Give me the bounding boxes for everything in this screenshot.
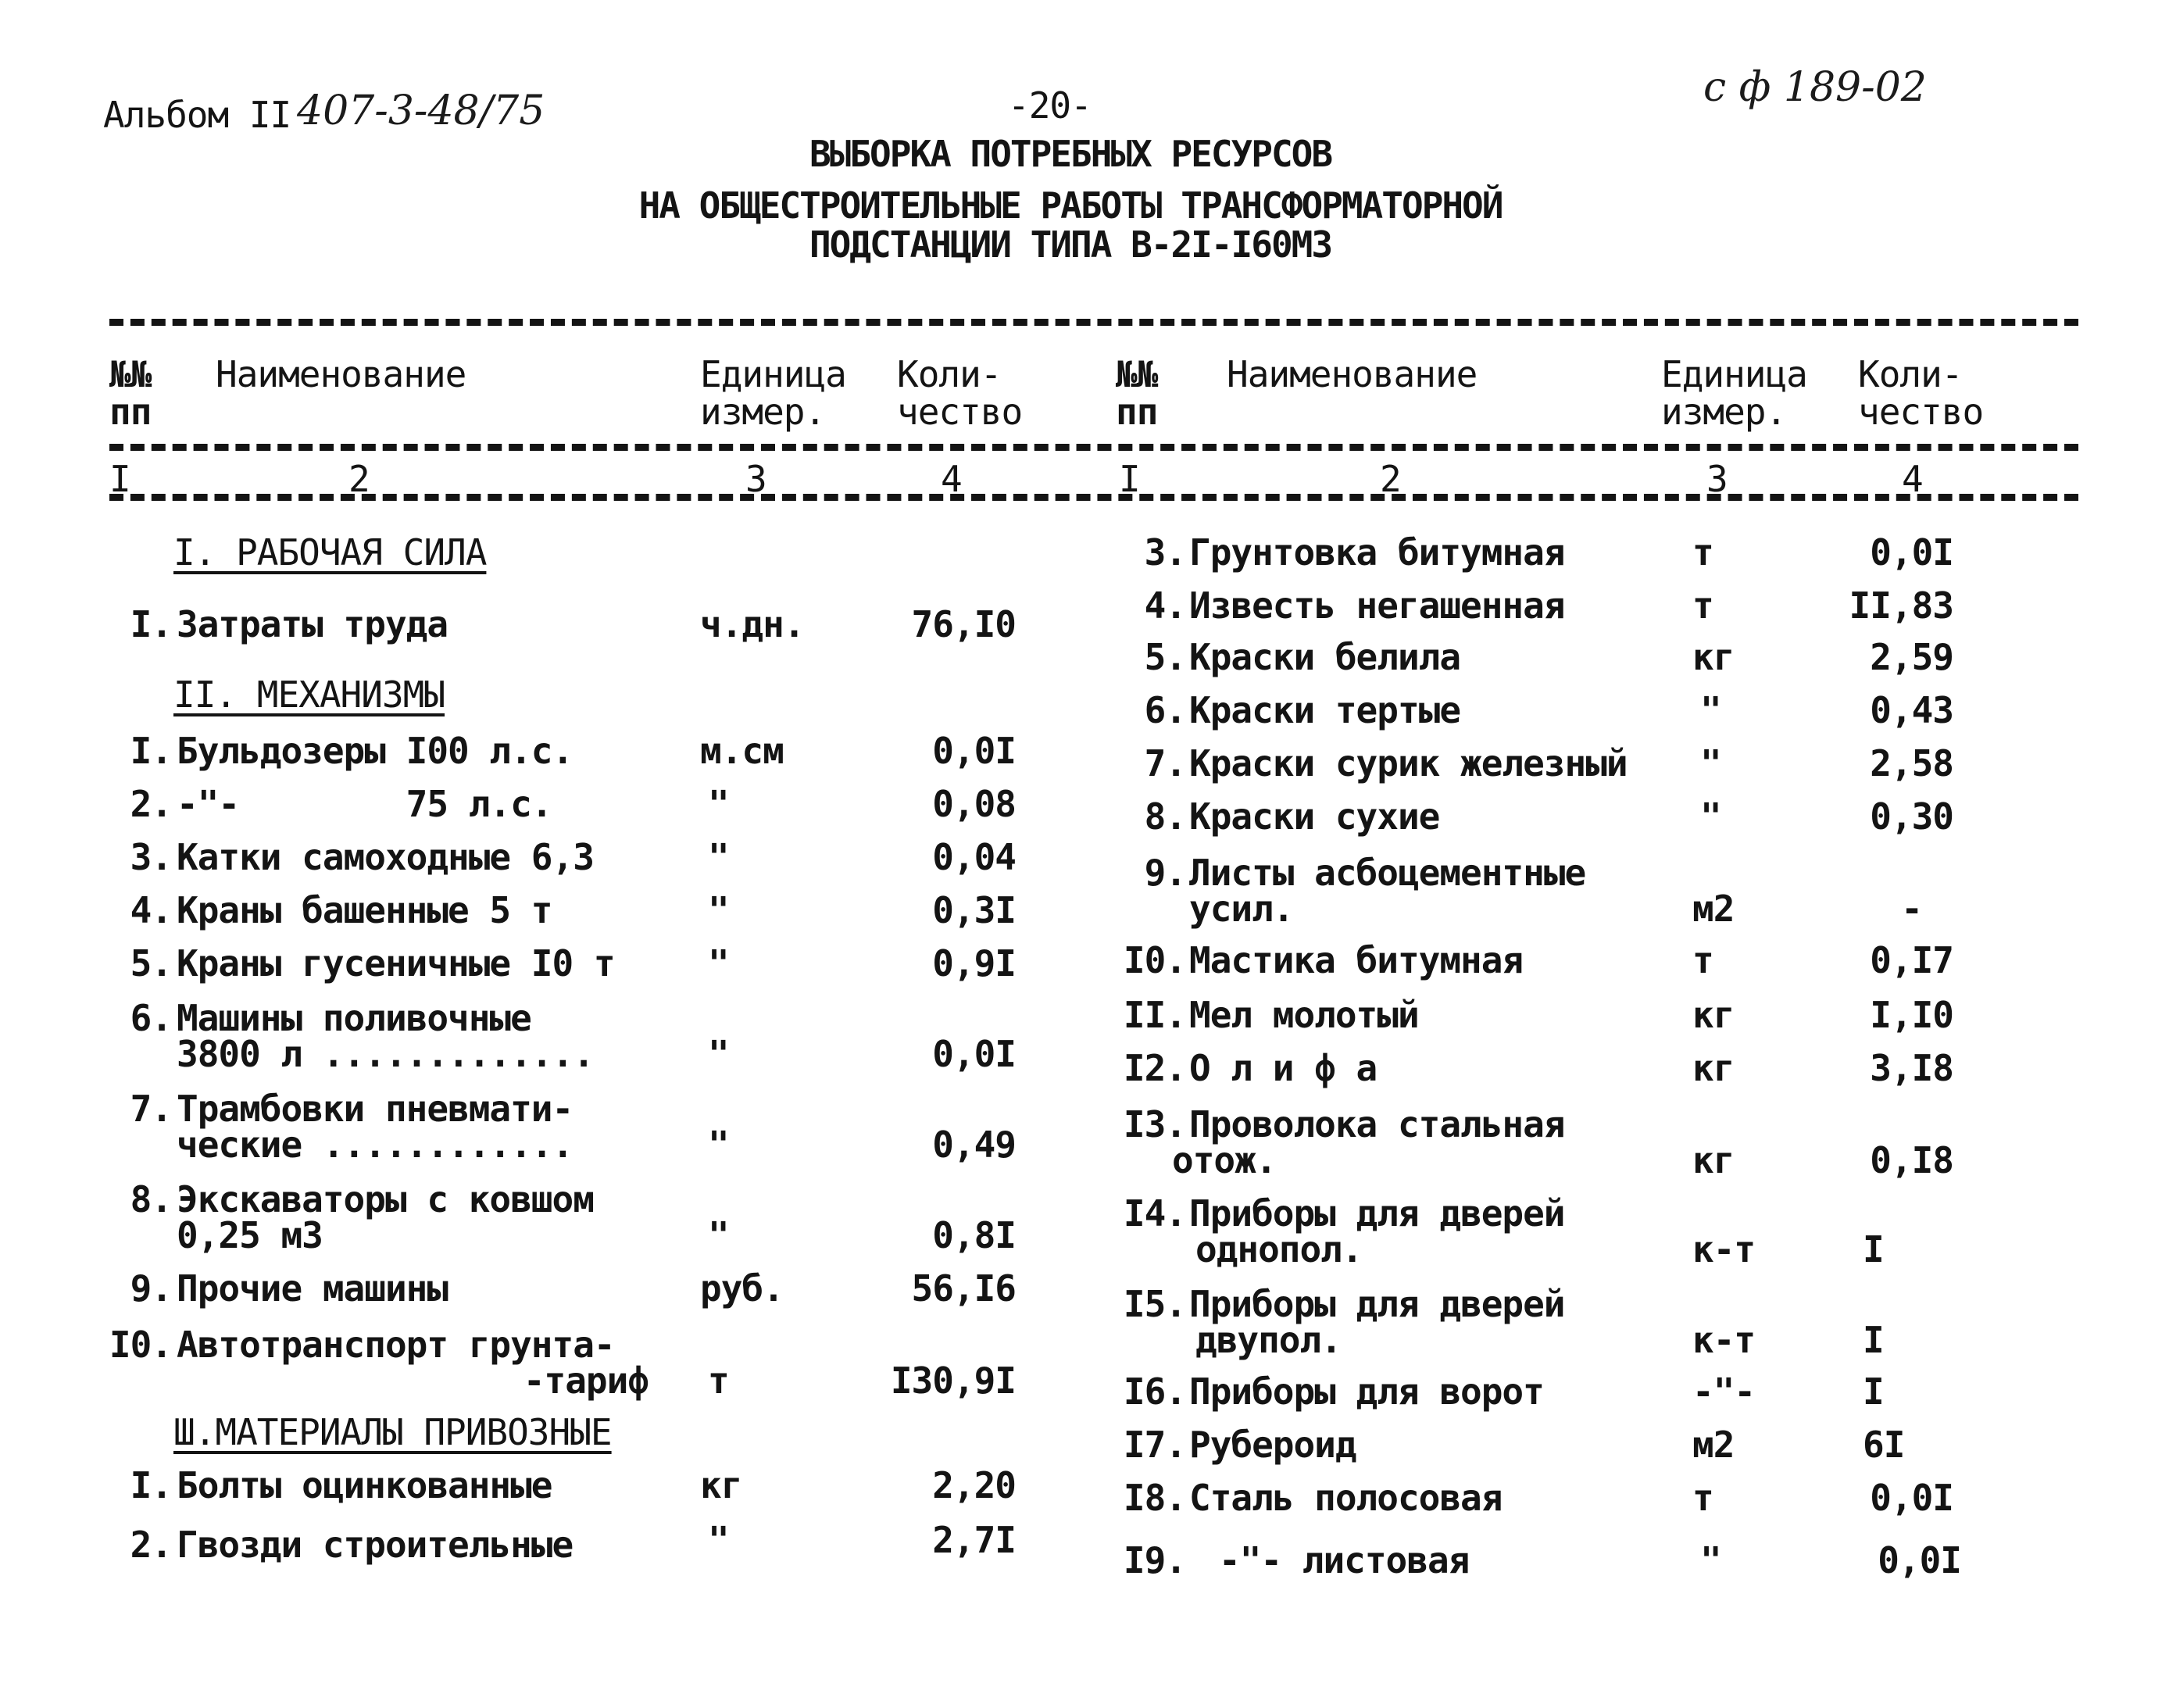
right-row-num: I0. [1123, 939, 1186, 981]
right-row-qty: 6I [1863, 1424, 1905, 1466]
right-row-unit: " [1700, 1539, 1721, 1581]
left-row-name: Трамбовки пневмати- [177, 1088, 574, 1130]
right-row-qty: 2,58 [1870, 742, 1953, 784]
left-row-name-cont: ческие ............ [177, 1124, 574, 1166]
right-row-name: Проволока стальная [1189, 1103, 1565, 1145]
left-row-name: Краны гусеничные I0 т [177, 942, 615, 984]
left-row-unit: кг [700, 1464, 742, 1506]
right-col-unit-head: Единица [1661, 353, 1807, 395]
right-row-qty: I,I0 [1870, 994, 1953, 1036]
left-row-unit: м.см [700, 730, 784, 772]
right-row-num: 3. [1144, 531, 1186, 574]
right-row-num: 5. [1144, 636, 1186, 678]
right-index-4: 4 [1902, 458, 1923, 500]
left-row-name: Затраты труда [177, 603, 448, 645]
right-row-num: I6. [1123, 1370, 1186, 1413]
right-row-qty: 0,43 [1870, 689, 1953, 731]
right-row-unit: м2 [1692, 1424, 1735, 1466]
right-row-unit: " [1700, 795, 1721, 838]
right-row-unit: -"- [1692, 1370, 1756, 1413]
table-index-rule [109, 494, 2078, 501]
left-row-name: Бульдозеры I00 л.с. [177, 730, 574, 772]
right-row-num: I5. [1123, 1283, 1186, 1325]
left-row-name: Прочие машины [177, 1267, 448, 1310]
table-top-rule [109, 319, 2078, 326]
left-row-name: Катки самоходные 6,3 [177, 836, 594, 878]
right-row-name: Грунтовка битумная [1189, 531, 1565, 574]
right-row-name: Краски сурик железный [1189, 742, 1628, 784]
right-row-qty: 0,I8 [1870, 1139, 1953, 1181]
left-col-unit-head-2: измер. [700, 391, 826, 433]
left-row-qty: 2,7I [932, 1519, 1016, 1561]
left-index-3: 3 [745, 458, 766, 500]
left-row-name-cont: 3800 л ............. [177, 1033, 594, 1075]
right-row-name: -"- листовая [1219, 1539, 1470, 1581]
left-row-num: 7. [130, 1088, 172, 1130]
right-index-1: I [1119, 458, 1140, 500]
right-row-name: Сталь полосовая [1189, 1477, 1503, 1519]
right-row-qty: - [1901, 888, 1922, 930]
left-row-qty: I30,9I [890, 1360, 1016, 1402]
right-row-name: Приборы для дверей [1189, 1192, 1565, 1235]
right-row-num: I3. [1123, 1103, 1186, 1145]
right-row-qty: II,83 [1849, 584, 1953, 627]
left-row-unit: " [708, 783, 729, 825]
right-row-num: 7. [1144, 742, 1186, 784]
right-row-num: 9. [1144, 852, 1186, 894]
right-row-qty: I [1863, 1370, 1884, 1413]
section-labor: I. РАБОЧАЯ СИЛА [173, 531, 487, 574]
left-col-qty-head: Коли- [897, 353, 1002, 395]
right-row-unit: т [1692, 1477, 1713, 1519]
left-row-qty: 0,0I [932, 1033, 1016, 1075]
left-row-num: 6. [130, 997, 172, 1039]
right-row-name: Краски сухие [1189, 795, 1440, 838]
left-row-name: Гвозди строительные [177, 1524, 574, 1566]
left-row-num: 4. [130, 889, 172, 931]
document-code: с ф 189-02 [1703, 64, 1927, 111]
left-row-num: 3. [130, 836, 172, 878]
page-number: -20- [1008, 84, 1092, 127]
right-index-2: 2 [1380, 458, 1401, 500]
right-row-name-cont: двупол. [1195, 1319, 1342, 1361]
right-row-num: I2. [1123, 1047, 1186, 1089]
left-row-name: Болты оцинкованные [177, 1464, 552, 1506]
right-row-unit: т [1692, 584, 1713, 627]
right-row-name: Краски тертые [1189, 689, 1461, 731]
right-col-unit-head-2: измер. [1661, 391, 1787, 433]
right-col-num-head-2: пп [1116, 391, 1158, 433]
left-row-qty: 0,9I [932, 942, 1016, 984]
left-index-1: I [109, 458, 130, 500]
right-row-qty: 2,59 [1870, 636, 1953, 678]
right-row-unit: м2 [1692, 888, 1735, 930]
left-row-qty: 0,49 [932, 1124, 1016, 1166]
right-row-unit: к-т [1692, 1319, 1756, 1361]
left-row-unit: " [708, 1033, 729, 1075]
left-row-qty: 0,3I [932, 889, 1016, 931]
right-row-num: I4. [1123, 1192, 1186, 1235]
right-col-name-head: Наименование [1227, 353, 1478, 395]
right-row-qty: I [1863, 1319, 1884, 1361]
right-row-name: Приборы для дверей [1189, 1283, 1565, 1325]
right-row-qty: 3,I8 [1870, 1047, 1953, 1089]
right-row-unit: " [1700, 742, 1721, 784]
right-row-name: О л и ф а [1189, 1047, 1378, 1089]
right-row-qty: 0,0I [1878, 1539, 1961, 1581]
left-row-qty: 0,08 [932, 783, 1016, 825]
left-row-num: 9. [130, 1267, 172, 1310]
left-row-qty: 0,04 [932, 836, 1016, 878]
left-row-num: I0. [109, 1324, 172, 1366]
left-row-num: 2. [130, 783, 172, 825]
left-row-num: I. [130, 1464, 172, 1506]
title-line-3: ПОДСТАНЦИИ ТИПА В-2I-I60МЗ [809, 223, 1332, 266]
left-row-unit: " [708, 1214, 729, 1256]
album-label: Альбом II [103, 94, 291, 136]
title-line-2: НА ОБЩЕСТРОИТЕЛЬНЫЕ РАБОТЫ ТРАНСФОРМАТОРНОЙ [638, 184, 1503, 227]
right-row-name: Листы асбоцементные [1189, 852, 1586, 894]
right-row-name: Мастика битумная [1189, 939, 1524, 981]
left-row-name: Машины поливочные [177, 997, 531, 1039]
left-row-name: -"- 75 л.с. [177, 783, 552, 825]
left-row-num: I. [130, 730, 172, 772]
left-row-num: 2. [130, 1524, 172, 1566]
left-row-unit: ч.дн. [700, 603, 805, 645]
left-row-unit: " [708, 1519, 729, 1561]
left-row-name-cont: 0,25 м3 [177, 1214, 323, 1256]
right-row-num: I8. [1123, 1477, 1186, 1519]
right-col-qty-head: Коли- [1858, 353, 1963, 395]
left-row-num: 5. [130, 942, 172, 984]
left-col-name-head: Наименование [216, 353, 466, 395]
table-header-rule [109, 444, 2078, 451]
section-materials: Ш.МАТЕРИАЛЫ ПРИВОЗНЫЕ [173, 1411, 612, 1453]
right-row-unit: кг [1692, 636, 1735, 678]
right-row-unit: к-т [1692, 1228, 1756, 1270]
right-row-unit: т [1692, 939, 1713, 981]
left-row-num: I. [130, 603, 172, 645]
left-row-name: Экскаваторы с ковшом [177, 1178, 594, 1220]
right-row-name-cont: однопол. [1195, 1228, 1363, 1270]
left-row-qty: 2,20 [932, 1464, 1016, 1506]
left-index-2: 2 [348, 458, 370, 500]
left-row-qty: 76,I0 [911, 603, 1016, 645]
section-machines: II. МЕХАНИЗМЫ [173, 674, 445, 716]
right-row-qty: 0,I7 [1870, 939, 1953, 981]
title-line-1: ВЫБОРКА ПОТРЕБНЫХ РЕСУРСОВ [809, 133, 1332, 175]
left-row-qty: 0,0I [932, 730, 1016, 772]
left-row-unit: " [708, 1124, 729, 1166]
right-row-name: Рубероид [1189, 1424, 1356, 1466]
right-row-unit: кг [1692, 1139, 1735, 1181]
right-index-3: 3 [1706, 458, 1728, 500]
right-row-qty: 0,30 [1870, 795, 1953, 838]
right-row-unit: кг [1692, 994, 1735, 1036]
right-row-qty: 0,0I [1870, 531, 1953, 574]
right-row-num: 6. [1144, 689, 1186, 731]
left-row-num: 8. [130, 1178, 172, 1220]
left-row-name-cont: -тариф [523, 1360, 649, 1402]
album-number: 407-3-48/75 [297, 88, 545, 134]
right-row-unit: кг [1692, 1047, 1735, 1089]
left-row-unit: " [708, 889, 729, 931]
right-row-num: II. [1123, 994, 1186, 1036]
right-row-unit: т [1692, 531, 1713, 574]
right-row-qty: I [1863, 1228, 1884, 1270]
left-col-num-head: №№ [109, 353, 152, 395]
right-row-name: Краски белила [1189, 636, 1461, 678]
left-col-unit-head: Единица [700, 353, 846, 395]
right-row-unit: " [1700, 689, 1721, 731]
left-col-qty-head-2: чество [897, 391, 1023, 433]
left-index-4: 4 [941, 458, 962, 500]
right-row-name: Известь негашенная [1189, 584, 1565, 627]
left-row-name: Автотранспорт грунта- [177, 1324, 615, 1366]
left-row-unit: " [708, 836, 729, 878]
left-row-qty: 0,8I [932, 1214, 1016, 1256]
right-row-name: Приборы для ворот [1189, 1370, 1544, 1413]
right-row-qty: 0,0I [1870, 1477, 1953, 1519]
right-row-name-cont: отож. [1172, 1139, 1277, 1181]
left-col-num-head-2: пп [109, 391, 152, 433]
right-row-num: I9. [1123, 1539, 1186, 1581]
left-row-unit: т [708, 1360, 729, 1402]
right-col-qty-head-2: чество [1858, 391, 1984, 433]
right-col-num-head: №№ [1116, 353, 1158, 395]
right-row-num: 8. [1144, 795, 1186, 838]
left-row-unit: " [708, 942, 729, 984]
right-row-num: I7. [1123, 1424, 1186, 1466]
left-row-qty: 56,I6 [911, 1267, 1016, 1310]
right-row-name: Мел молотый [1189, 994, 1419, 1036]
right-row-num: 4. [1144, 584, 1186, 627]
left-row-unit: руб. [700, 1267, 784, 1310]
left-row-name: Краны башенные 5 т [177, 889, 552, 931]
right-row-name-cont: усил. [1189, 888, 1294, 930]
